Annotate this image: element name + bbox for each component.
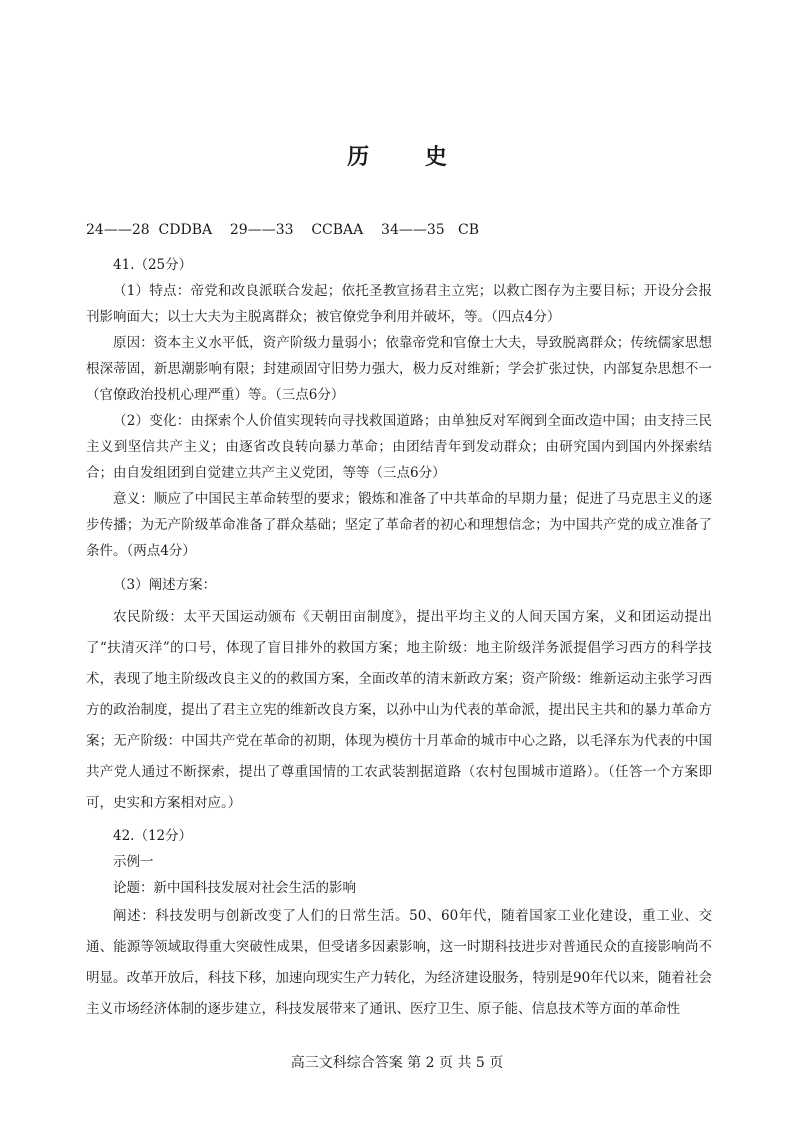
q42-example-label: 示例一 xyxy=(113,854,154,870)
q42-header: 42.（12分） xyxy=(113,828,193,844)
q42-thesis: 论题：新中国科技发展对社会生活的影响 xyxy=(113,880,356,896)
q42-body: 阐述：科技发明与创新改变了人们的日常生活。50、60年代，随着国家工业化建设，重工业、交通、能源等领域取得重大突破性成果，但受诸多因素影响，这一时期科技进步对普通民众的直接影响尚不明显。改革开放后，科技下移，加速向现实生产力转化，为经济建设服务，特别是90年代以来，随着社会主义市场经济体制的逐步建立，科技发展带来了通讯、医疗卫生、原子能、信息技术等方面的革命性 xyxy=(86,908,712,1017)
q41-part1-features: （1）特点：帝党和改良派联合发起；依托圣教宣扬君主立宪；以救亡图存为主要目标；开设分会报刊影响面大；以士大夫为主脱离群众；被官僚党争利用并破坏，等。（四点4分） xyxy=(86,283,712,325)
answer-content xyxy=(86,252,712,1025)
q41-part3-header: （3）阐述方案： xyxy=(113,577,217,593)
q41-part2-significance: 意义：顺应了中国民主革命转型的要求；锻炼和准备了中共革命的早期力量；促进了马克思主义的逐步传播；为无产阶级革命准备了群众基础；坚定了革命者的初心和理想信念；为中国共产党的成立准备了条件。（两点4分） xyxy=(86,491,712,559)
page-title: 历 史 xyxy=(347,144,471,170)
multiple-choice-answers: 24——28 CDDBA 29——33 CCBAA 34——35 CB xyxy=(86,222,480,238)
q41-part2-changes: （2）变化：由探索个人价值实现转向寻找救国道路；由单独反对军阀到全面改造中国；由支持三民主义到坚信共产主义；由逐省改良转向暴力革命；由团结青年到发动群众；由研究国内到国内外探索结合；由自发组团到自觉建立共产主义党团，等等（三点6分） xyxy=(86,413,712,481)
q41-header: 41.（25分） xyxy=(113,257,193,273)
q41-part1-reasons: 原因：资本主义水平低，资产阶级力量弱小；依靠帝党和官僚士大夫，导致脱离群众；传统儒家思想根深蒂固，新思潮影响有限；封建顽固守旧势力强大，极力反对维新；学会扩张过快，内部复杂思想不一（官僚政治投机心理严重）等。（三点6分） xyxy=(86,335,712,403)
q41-part3-schemes: 农民阶级：太平天国运动颁布《天朝田亩制度》，提出平均主义的人间天国方案，义和团运动提出了“扶清灭洋”的口号，体现了盲目排外的救国方案；地主阶级：地主阶级洋务派提倡学习西方的科学技术，表现了地主阶级改良主义的的救国方案，全面改革的清末新政方案；资产阶级：维新运动主张学习西方的政治制度，提出了君主立宪的维新改良方案，以孙中山为代表的革命派，提出民主共和的暴力革命方案；无产阶级：中国共产党在革命的初期，体现为模仿十月革命的城市中心之路，以毛泽东为代表的中国共产党人通过不断探索，提出了尊重国情的工农武装割据道路（农村包围城市道路）。（任答一个方案即可，史实和方案相对应。） xyxy=(86,609,712,811)
page-footer: 高三文科综合答案 第 2 页 共 5 页 xyxy=(290,1055,504,1071)
